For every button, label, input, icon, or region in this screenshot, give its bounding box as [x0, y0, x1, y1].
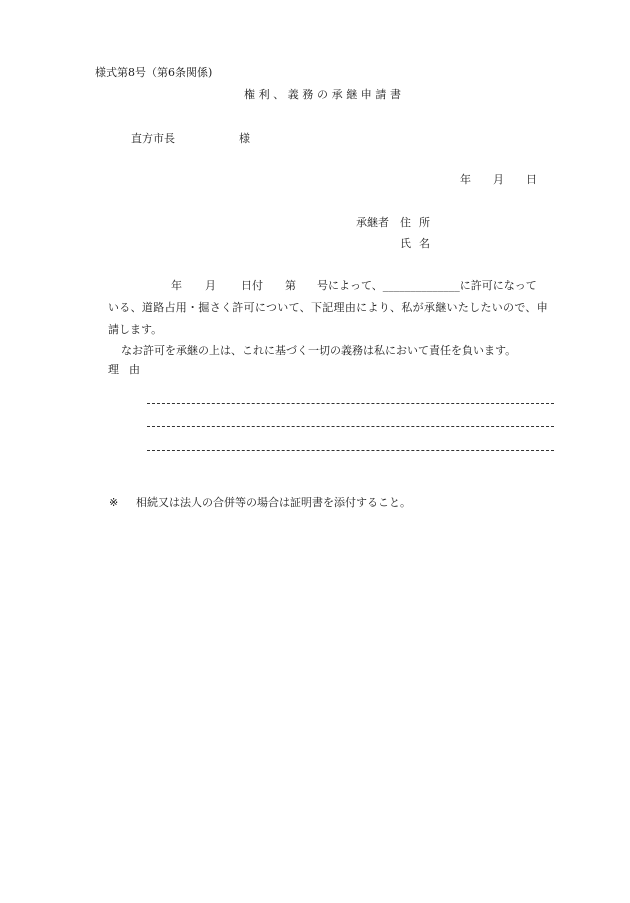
- reason-line-2: [147, 426, 554, 427]
- name-label: 氏名: [400, 237, 438, 250]
- permit-dai: 第: [285, 279, 296, 292]
- footnote: [109, 497, 411, 508]
- body-line-4: なお許可を承継の上は、これに基づく一切の義務は私において責任を負います。: [121, 344, 517, 357]
- permit-month: 月: [205, 279, 216, 292]
- permit-blank: ______________: [382, 279, 460, 292]
- body-line-3: 請します。: [108, 323, 163, 336]
- permit-day-dated: 日付: [241, 279, 263, 292]
- permit-go-text: 号によって、: [317, 279, 383, 292]
- document-title: 権利、義務の承継申請書: [244, 88, 405, 101]
- addressee-honorific: 様: [239, 132, 250, 145]
- date-month: 月: [493, 173, 504, 186]
- date-line: [460, 174, 537, 185]
- date-day: 日: [526, 173, 537, 186]
- reason-line-3: [147, 450, 554, 451]
- date-year: 年: [460, 173, 471, 186]
- applicant-role-label: 承継者: [356, 216, 389, 229]
- reason-line-1: [147, 403, 554, 404]
- addressee-name: 直方市長: [131, 132, 175, 145]
- footnote-text: 相続又は法人の合併等の場合は証明書を添付すること。: [136, 496, 411, 509]
- address-label: 住所: [400, 216, 438, 229]
- permit-after-blank: に許可になって: [459, 279, 537, 292]
- reason-label: 理由: [108, 363, 150, 376]
- body-line-1: [171, 280, 537, 291]
- form-number: 様式第8号（第6条関係): [95, 66, 213, 79]
- body-line-2: いる、道路占用・掘さく許可について、下記理由により、私が承継いたしたいので、申: [108, 301, 549, 314]
- footnote-mark: ※: [109, 496, 119, 509]
- permit-year: 年: [171, 279, 182, 292]
